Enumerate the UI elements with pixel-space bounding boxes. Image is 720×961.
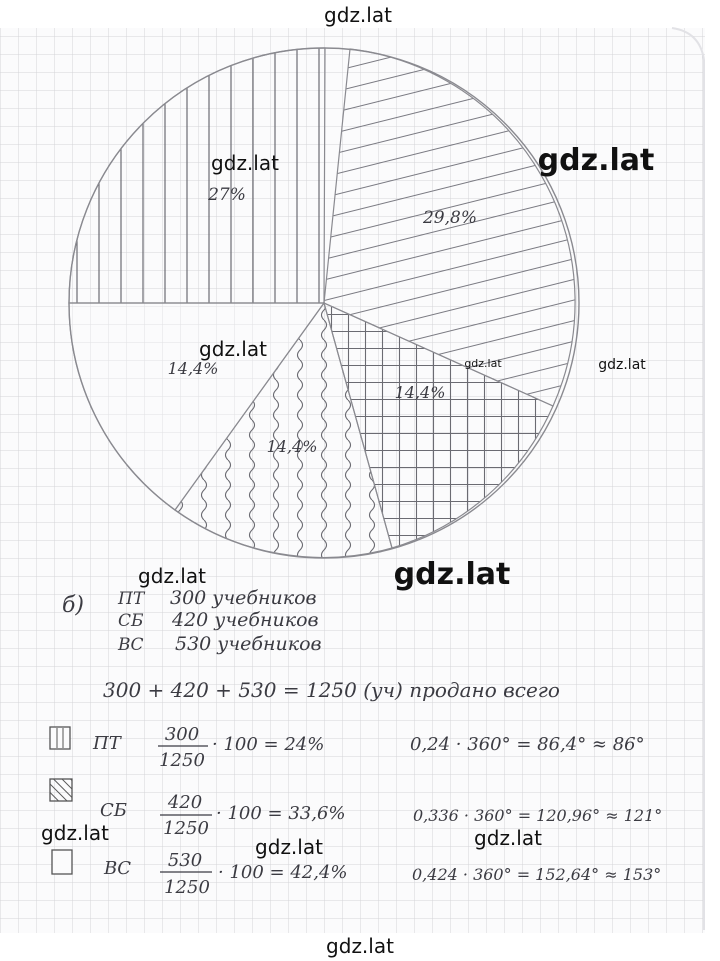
row-3-day: ВС	[104, 858, 131, 879]
row-2-deg: 0,336 · 360° = 120,96° ≈ 121°	[413, 806, 663, 825]
watermark-top: gdz.lat	[324, 3, 392, 27]
watermark-large-1: gdz.lat	[537, 143, 655, 178]
pie-label-3: 14,4%	[266, 437, 318, 456]
row-2-pct: · 100 = 33,6%	[216, 803, 346, 824]
row-1-deg: 0,24 · 360° = 86,4° ≈ 86°	[410, 734, 645, 755]
sum-line: 300 + 420 + 530 = 1250 (уч) продано всего	[103, 678, 560, 702]
watermark-pie-small: gdz.lat	[464, 357, 502, 370]
row-3-den: 1250	[164, 877, 210, 898]
line-2-day: СБ	[118, 611, 144, 631]
watermark-pie-mid: gdz.lat	[199, 337, 267, 361]
line-2-text: 420 учебников	[172, 609, 319, 631]
row-3-num: 530	[167, 850, 203, 871]
row-3-deg: 0,424 · 360° = 152,64° ≈ 153°	[412, 865, 662, 884]
legend-box-pt	[50, 727, 70, 749]
legend-box-vs	[52, 850, 72, 874]
row-1-day: ПТ	[93, 733, 121, 754]
row-3-pct: · 100 = 42,4%	[218, 862, 348, 883]
row-2-num: 420	[167, 792, 203, 813]
watermark-left-b: gdz.lat	[138, 564, 206, 588]
row-1-den: 1250	[159, 750, 205, 771]
pie-chart	[69, 48, 579, 558]
line-1-text: 300 учебников	[170, 587, 317, 609]
row-1-num: 300	[164, 724, 200, 745]
row-2-day: СБ	[100, 800, 127, 821]
line-1-day: ПТ	[118, 589, 145, 609]
pie-label-1: 29,8%	[422, 208, 478, 228]
watermark-large-2: gdz.lat	[393, 557, 511, 592]
watermark-left-c: gdz.lat	[41, 821, 109, 845]
watermark-right: gdz.lat	[598, 357, 646, 373]
row-2-den: 1250	[163, 818, 209, 839]
legend-box-sb	[50, 779, 72, 801]
watermark-right-c: gdz.lat	[474, 826, 542, 850]
part-b-label: б)	[62, 593, 85, 618]
watermark-pie-top: gdz.lat	[211, 151, 279, 175]
line-3-text: 530 учебников	[175, 633, 322, 655]
row-1-pct: · 100 = 24%	[212, 734, 325, 755]
watermark-mid-c: gdz.lat	[255, 835, 323, 859]
line-3-day: ВС	[118, 635, 144, 655]
pie-label-5: 27%	[208, 185, 246, 205]
watermark-bottom: gdz.lat	[326, 934, 394, 958]
pie-label-4: 14,4%	[167, 359, 219, 378]
pie-label-2: 14,4%	[394, 383, 446, 402]
